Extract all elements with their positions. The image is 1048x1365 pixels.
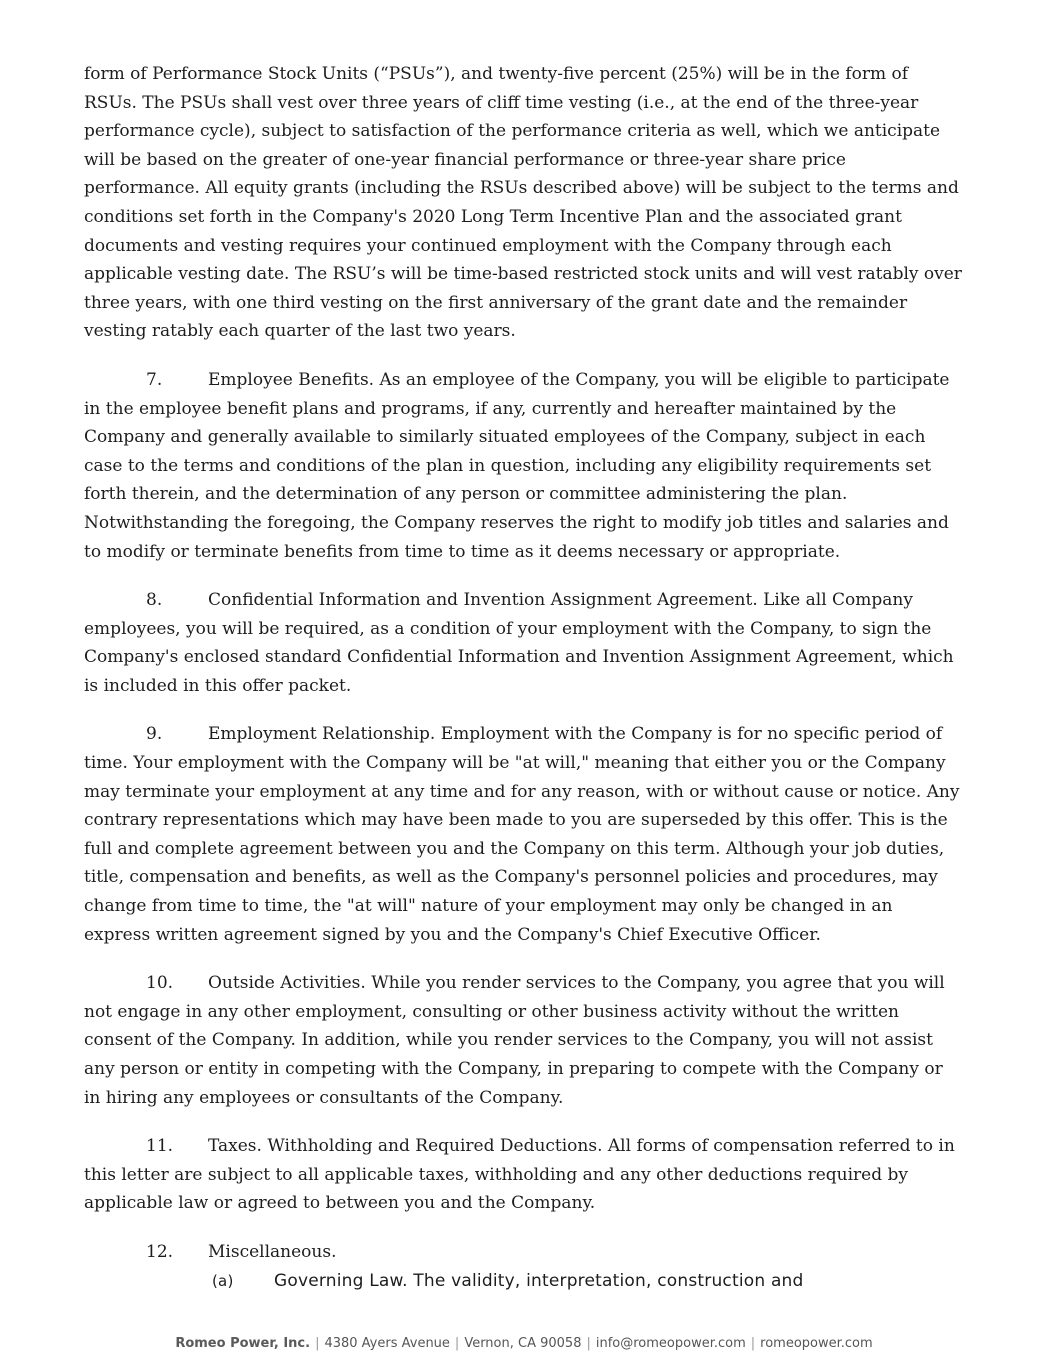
- document-body: [84, 60, 964, 1295]
- footer-website[interactable]: romeopower.com: [760, 1336, 873, 1351]
- section-11: [84, 1132, 964, 1218]
- section-number: 9.: [146, 724, 163, 745]
- section-number: 12.: [146, 1241, 174, 1262]
- section-text: Outside Activities. While you render services to the Company, you agree that you will not engage in any other employment, consulting or other business activity without the written consent of the Company. In addition, while you render services to the Company, you will not assist any person or entity in competing with the Company, in preparing to compete with the Company or in hiring any employees or consultants of the Company.: [84, 973, 945, 1108]
- section-number: 11.: [146, 1136, 174, 1157]
- section-heading: Miscellaneous.: [208, 1241, 337, 1262]
- section-text: Confidential Information and Invention Assignment Agreement. Like all Company employees, you will be required, as a condition of your employment with the Company, to sign the Company's enclosed standard Confidential Information and Invention Assignment Agreement, which is included in this offer packet.: [84, 590, 954, 696]
- footer-address: 4380 Ayers Avenue: [324, 1336, 450, 1351]
- footer-divider: |: [586, 1336, 591, 1351]
- section-number: 7.: [146, 369, 163, 390]
- letterhead-footer: [0, 1336, 1048, 1351]
- footer-divider: |: [315, 1336, 320, 1351]
- section-number: 10.: [146, 973, 174, 994]
- footer-company: Romeo Power, Inc.: [175, 1336, 311, 1351]
- section-text: Taxes. Withholding and Required Deductions. All forms of compensation referred to in this letter are subject to all applicable taxes, withholding and any other deductions required by applicable law or agreed to between you and the Company.: [84, 1136, 955, 1214]
- footer-city: Vernon, CA 90058: [464, 1336, 582, 1351]
- section-text: Employment Relationship. Employment with the Company is for no specific period of time. Your employment with the Company will be "at will," meaning that either you or the Company may terminate your employment at any time and for any reason, with or without cause or notice. Any contrary representations which may have been made to you are superseded by this offer. This is the full and complete agreement between you and the Company on this term. Although your job duties, title, compensation and benefits, as well as the Company's personnel policies and procedures, may change from time to time, the "at will" nature of your employment may only be changed in an express written agreement signed by you and the Company's Chief Executive Officer.: [84, 724, 960, 945]
- footer-divider: |: [454, 1336, 460, 1351]
- section-number: 8.: [146, 590, 163, 611]
- subsection-number: (a): [212, 1271, 234, 1290]
- section-10: [84, 969, 964, 1112]
- section-7: [84, 366, 964, 566]
- section-text: Employee Benefits. As an employee of the Company, you will be eligible to participate in the employee benefit plans and programs, if any, currently and hereafter maintained by the Company and generally available to similarly situated employees of the Company, subject in each case to the terms and conditions of the plan in question, including any eligibility requirements set forth therein, and the determination of any person or committee administering the plan. Notwithstanding the foregoing, the Company reserves the right to modify job titles and salaries and to modify or terminate benefits from time to time as it deems necessary or appropriate.: [84, 369, 950, 562]
- section-12: [84, 1238, 964, 1267]
- subsection-a: [84, 1267, 964, 1296]
- section-8: [84, 586, 964, 700]
- footer-email[interactable]: info@romeopower.com: [595, 1336, 746, 1351]
- intro-paragraph: form of Performance Stock Units (“PSUs”), and twenty-five percent (25%) will be in the form of RSUs. The PSUs shall vest over three years of cliff time vesting (i.e., at the end of the three-year performance cycle), subject to satisfaction of the performance criteria as well, which we anticipate will be based on the greater of one-year financial performance or three-year share price performance. All equity grants (including the RSUs described above) will be subject to the terms and conditions set forth in the Company's 2020 Long Term Incentive Plan and the associated grant documents and vesting requires your continued employment with the Company through each applicable vesting date. The RSU’s will be time-based restricted stock units and will vest ratably over three years, with one third vesting on the first anniversary of the grant date and the remainder vesting ratably each quarter of the last two years.: [84, 64, 962, 342]
- footer-divider: |: [750, 1336, 756, 1351]
- section-9: [84, 720, 964, 949]
- subsection-text: Governing Law. The validity, interpretation, construction and: [274, 1270, 804, 1291]
